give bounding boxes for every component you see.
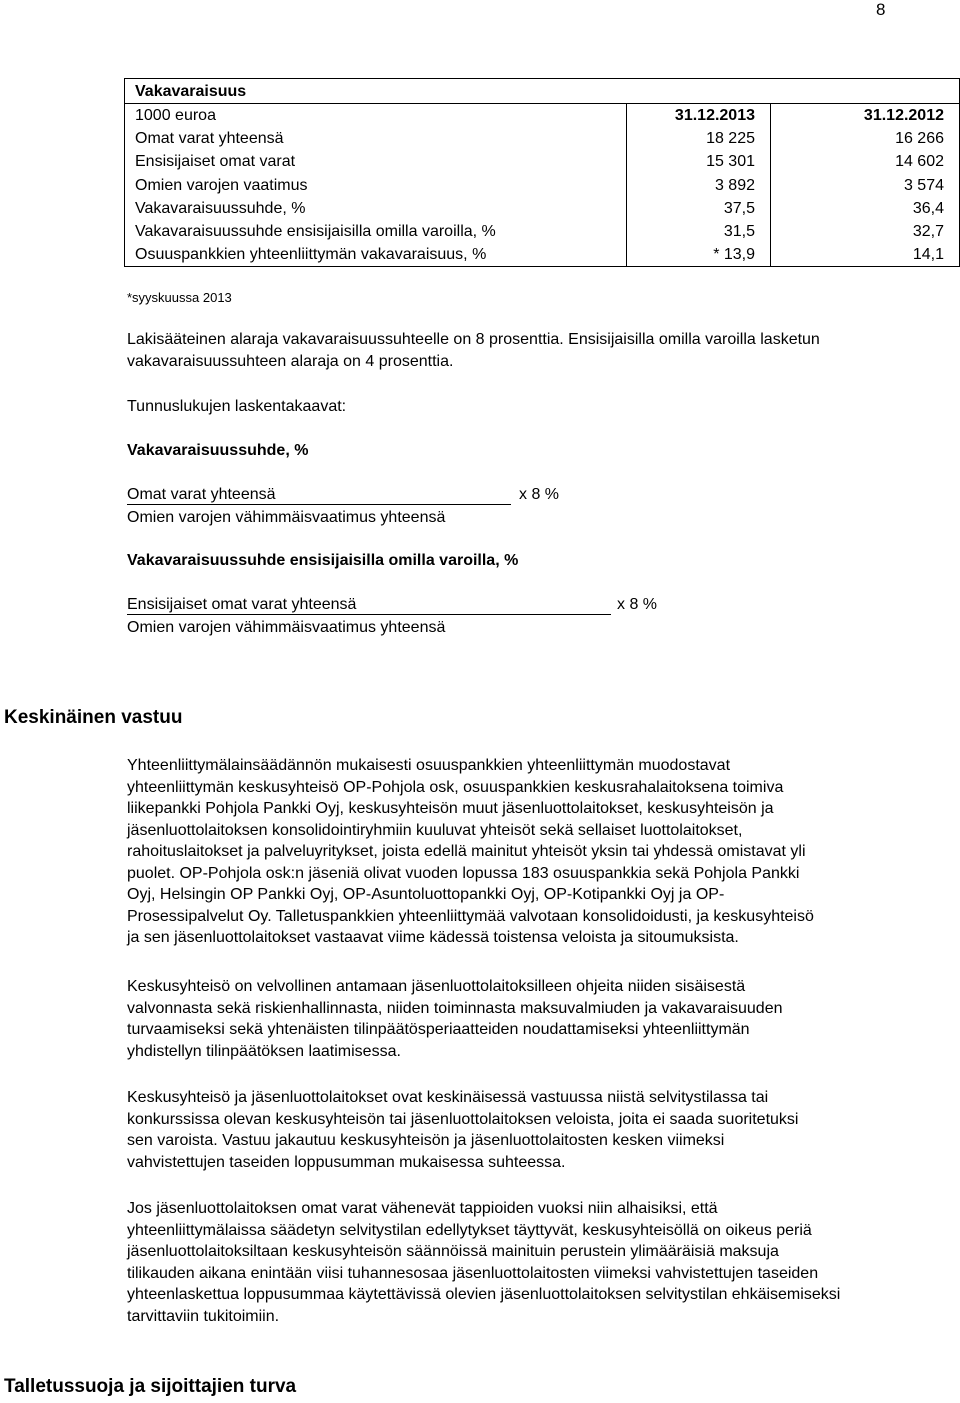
text-line: jäsenluottolaitoksiltaan keskusyhteisön säännöissä mainituin perustein ylimääräisiä maksuja bbox=[127, 1243, 779, 1260]
formula1-fraction-line bbox=[127, 504, 511, 505]
text-line: vahvistettujen taseiden loppusumman mukaisessa suhteessa. bbox=[127, 1153, 566, 1171]
formula2-fraction-line bbox=[127, 614, 611, 615]
row-value-2012: 32,7 bbox=[912, 223, 944, 240]
formula1-denominator: Omien varojen vähimmäisvaatimus yhteensä bbox=[127, 509, 446, 526]
text-line: konkurssissa olevan keskusyhteisön tai jäsenluottolaitoksen veloista, joita ei saada suoritetuksi bbox=[127, 1110, 799, 1128]
row-value-2013: 15 301 bbox=[706, 153, 755, 170]
row-value-2012: 36,4 bbox=[912, 200, 944, 217]
table-row bbox=[135, 177, 955, 201]
text-line: vakavaraisuussuhteen alaraja on 4 prosenttia. bbox=[127, 352, 454, 370]
paragraph bbox=[127, 976, 957, 1062]
table-row bbox=[135, 200, 955, 224]
text-line: yhteenliittymän keskusyhteisö OP-Pohjola osk, osuuspankkien keskusrahalaitoksena toimiva bbox=[127, 778, 784, 796]
column-header-2013: 31.12.2013 bbox=[674, 107, 755, 124]
text-line: Keskusyhteisö ja jäsenluottolaitokset ovat keskinäisessä vastuussa niistä selvitystilassa tai bbox=[127, 1089, 769, 1106]
row-label: Omien varojen vaatimus bbox=[135, 177, 308, 194]
row-value-2012: 14,1 bbox=[912, 246, 944, 263]
row-label: Omat varat yhteensä bbox=[135, 130, 284, 147]
text-line: Keskusyhteisö on velvollinen antamaan jäsenluottolaitoksilleen ohjeita niiden sisäisestä bbox=[127, 978, 746, 995]
table-row bbox=[135, 223, 955, 247]
text-line: yhteenliittymälaissa säädetyn selvitystilan edellytykset täyttyvät, keskusyhteisöllä on oikeus periä bbox=[127, 1221, 812, 1239]
table-footnote: *syyskuussa 2013 bbox=[127, 290, 232, 305]
formulas-intro: Tunnuslukujen laskentakaavat: bbox=[127, 398, 347, 415]
table-title-row bbox=[135, 83, 955, 107]
table-title: Vakavaraisuus bbox=[135, 83, 247, 100]
text-line: Oyj, Helsingin OP Pankki Oyj, OP-Asuntoluottopankki Oyj, OP-Kotipankki Oyj ja OP- bbox=[127, 886, 725, 903]
text-line: tarvittaviin tukitoimiin. bbox=[127, 1307, 280, 1325]
section-heading: Keskinäinen vastuu bbox=[4, 707, 183, 728]
text-line: rahoituslaitokset ja palveluyritykset, joista edellä mainitut yhteisöt yksin tai yhdessä omistavat yli bbox=[127, 843, 806, 860]
table-header-row bbox=[135, 107, 955, 131]
formula1-title: Vakavaraisuussuhde, % bbox=[127, 442, 309, 459]
table-row bbox=[135, 246, 955, 270]
row-value-2012: 3 574 bbox=[903, 177, 944, 194]
paragraph bbox=[127, 1087, 957, 1173]
formula2-denominator: Omien varojen vähimmäisvaatimus yhteensä bbox=[127, 619, 446, 636]
text-line: Prosessipalvelut Oy. Talletuspankkien yhteenliittymää valvotaan konsolidoidusti, ja keskusyhteisö bbox=[127, 907, 814, 925]
row-label: Vakavaraisuussuhde, % bbox=[135, 200, 306, 217]
row-label: Vakavaraisuussuhde ensisijaisilla omilla varoilla, % bbox=[135, 223, 496, 240]
text-line: jäsenluottolaitoksen konsolidointiryhmiin kuuluvat yhteisöt sekä sellaiset luottolaitokset, bbox=[127, 821, 743, 839]
formula2-numerator: Ensisijaiset omat varat yhteensä bbox=[127, 596, 357, 613]
limits-paragraph bbox=[127, 329, 957, 372]
row-value-2013: 37,5 bbox=[723, 200, 755, 217]
text-line: Lakisääteinen alaraja vakavaraisuussuhteelle on 8 prosenttia. Ensisijaisilla omilla varoilla lasketun bbox=[127, 331, 820, 348]
row-label: Osuuspankkien yhteenliittymän vakavaraisuus, % bbox=[135, 246, 487, 263]
page-number: 8 bbox=[876, 0, 886, 19]
paragraph bbox=[127, 1198, 957, 1327]
text-line: yhdistellyn tilinpäätöksen laatimisessa. bbox=[127, 1042, 401, 1060]
row-label: Ensisijaiset omat varat bbox=[135, 153, 296, 170]
text-line: yhteenlaskettua loppusummaa käytettävissä olevien jäsenluottolaitoksen selvitystilan ehkäisemiseksi bbox=[127, 1286, 841, 1303]
formula1-numerator: Omat varat yhteensä bbox=[127, 486, 276, 503]
row-value-2013: * 13,9 bbox=[713, 246, 755, 263]
row-value-2013: 18 225 bbox=[706, 130, 755, 147]
table-unit: 1000 euroa bbox=[135, 107, 216, 124]
column-header-2012: 31.12.2012 bbox=[863, 107, 944, 124]
text-line: liikepankki Pohjola Pankki Oyj, keskusyhteisön muut jäsenluottolaitokset, keskusyhteisön ja bbox=[127, 800, 774, 817]
section-heading: Talletussuoja ja sijoittajien turva bbox=[4, 1376, 297, 1397]
text-line: Yhteenliittymälainsäädännön mukaisesti osuuspankkien yhteenliittymän muodostavat bbox=[127, 757, 731, 774]
text-line: valvonnasta sekä riskienhallinnasta, niiden toiminnasta maksuvalmiuden ja vakavaraisuuden bbox=[127, 999, 783, 1017]
text-line: sen varoista. Vastuu jakautuu keskusyhteisön ja jäsenluottolaitosten kesken viimeksi bbox=[127, 1132, 725, 1149]
row-value-2012: 14 602 bbox=[895, 153, 944, 170]
formula2-title: Vakavaraisuussuhde ensisijaisilla omilla varoilla, % bbox=[127, 552, 519, 569]
formula1-multiplier: x 8 % bbox=[519, 486, 560, 503]
text-line: turvaamiseksi sekä yhtenäisten tilinpäätösperiaatteiden noudattamiseksi yhteenliittymän bbox=[127, 1021, 750, 1038]
text-line: ja sen jäsenluottolaitokset vastaavat viime kädessä toistensa veloista ja sitoumuksista. bbox=[127, 929, 739, 946]
row-value-2013: 3 892 bbox=[714, 177, 755, 194]
formula2-multiplier: x 8 % bbox=[617, 596, 658, 613]
table-row bbox=[135, 153, 955, 177]
text-line: puolet. OP-Pohjola osk:n jäseniä olivat vuoden lopussa 183 osuuspankkia sekä Pohjola Pankki bbox=[127, 864, 800, 882]
row-value-2013: 31,5 bbox=[723, 223, 755, 240]
row-value-2012: 16 266 bbox=[895, 130, 944, 147]
text-line: Jos jäsenluottolaitoksen omat varat vähenevät tappioiden vuoksi niin alhaisiksi, että bbox=[127, 1200, 718, 1217]
paragraph bbox=[127, 755, 957, 949]
table-row bbox=[135, 130, 955, 154]
text-line: tilikauden aikana enintään viisi tuhannesosaa jäsenluottolaitosten viimeksi vahvistettujen taseiden bbox=[127, 1264, 819, 1282]
